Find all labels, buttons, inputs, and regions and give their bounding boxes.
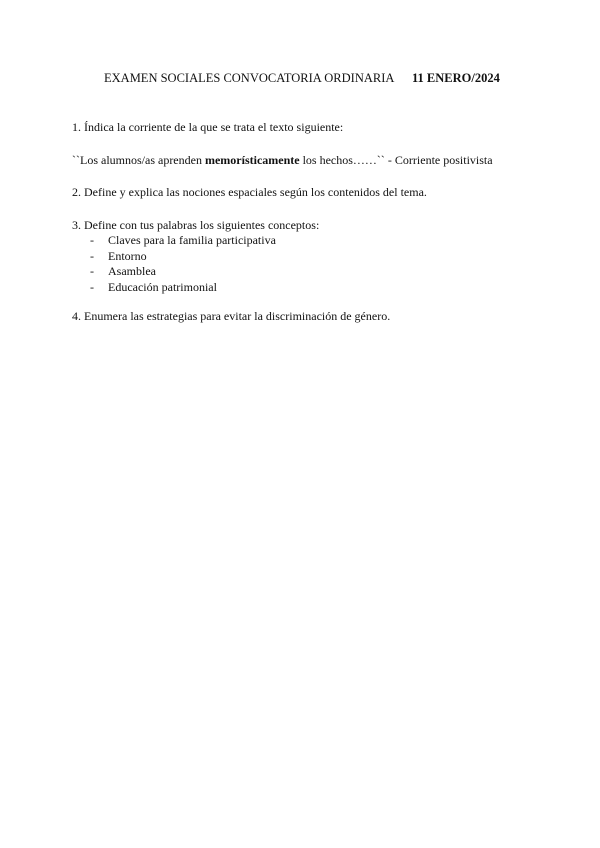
list-item-text: Entorno <box>108 248 147 263</box>
list-item <box>72 280 542 296</box>
exam-body <box>72 120 542 325</box>
list-marker: - <box>90 248 94 263</box>
list-marker: - <box>90 233 94 247</box>
question-1-quote <box>72 153 542 169</box>
list-item <box>72 249 542 265</box>
question-1: 1. Índica la corriente de la que se trata el texto siguiente: <box>72 120 344 134</box>
list-marker: - <box>90 279 94 294</box>
list-item-text: Claves para la familia participativa <box>108 233 276 247</box>
list-item-text: Educación patrimonial <box>108 279 217 294</box>
list-item <box>72 233 542 249</box>
exam-title: EXAMEN SOCIALES CONVOCATORIA ORDINARIA <box>104 71 395 85</box>
exam-date: 11 ENERO/2024 <box>412 71 500 85</box>
quote-suffix: los hechos……`` <box>299 152 388 167</box>
concepts-list <box>72 233 542 295</box>
list-item <box>72 264 542 280</box>
quote-prefix: ``Los alumnos/as aprenden <box>72 152 205 167</box>
exam-header <box>104 70 524 86</box>
list-item-text: Asamblea <box>108 264 156 278</box>
quote-answer: - Corriente positivista <box>387 152 493 167</box>
list-marker: - <box>90 264 94 278</box>
question-4: 4. Enumera las estrategias para evitar la discriminación de género. <box>72 309 391 323</box>
question-3: 3. Define con tus palabras los siguientes conceptos: <box>72 217 320 232</box>
quote-bold-word: memorísticamente <box>204 152 300 167</box>
question-2: 2. Define y explica las nociones espaciales según los contenidos del tema. <box>72 185 427 199</box>
